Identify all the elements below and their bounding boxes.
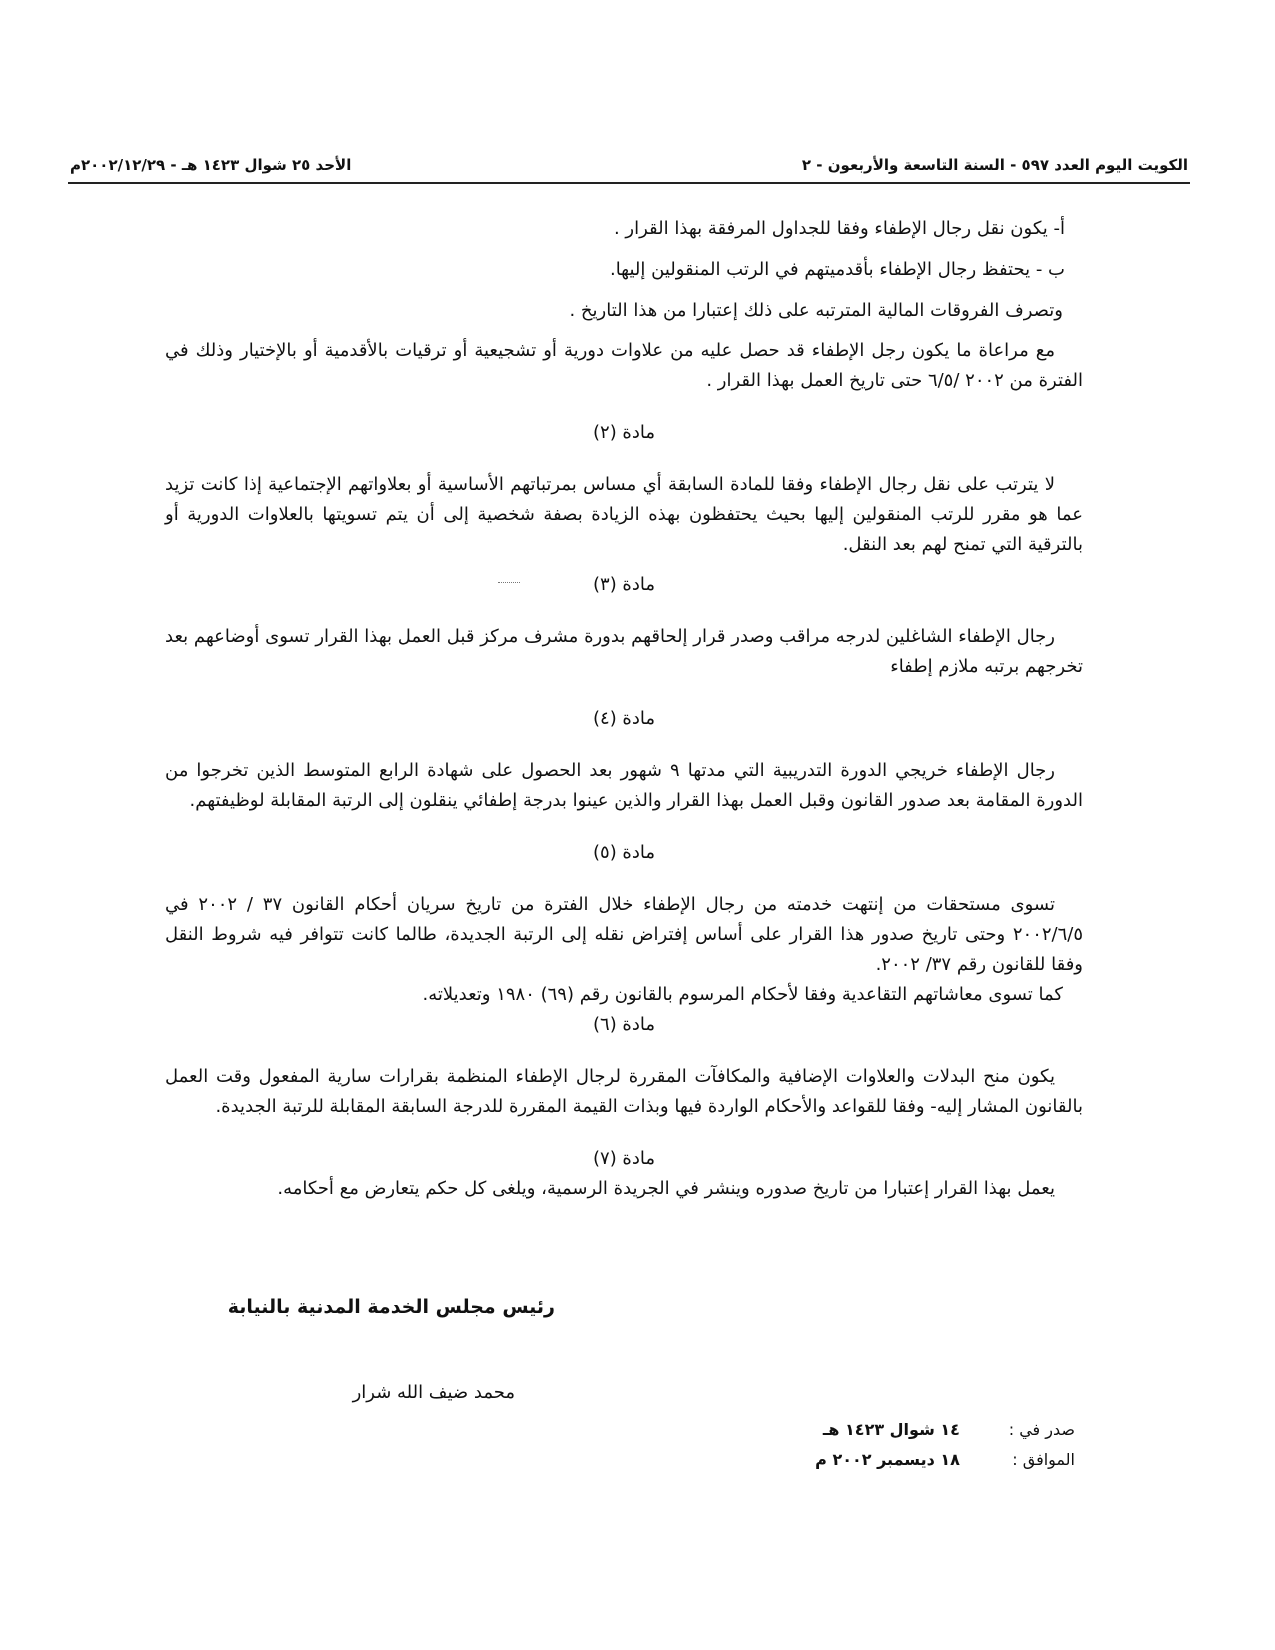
issue-date-row: [785, 1415, 1075, 1445]
article-5-title: مادة (٥): [592, 842, 656, 863]
article-3-title: مادة (٣): [592, 574, 656, 595]
article-2-title: مادة (٢): [592, 422, 656, 443]
clause-b: ب - يحتفظ رجال الإطفاء بأقدميتهم في الرتب المنقولين إليها.: [609, 259, 1065, 280]
signer-name: محمد ضيف الله شرار: [352, 1382, 515, 1403]
page-header: [70, 152, 1188, 180]
intro-line: وتصرف الفروقات المالية المترتبه على ذلك إعتبارا من هذا التاريخ .: [569, 300, 1063, 321]
header-divider: [68, 182, 1190, 184]
decree-body: [165, 214, 1083, 1204]
article-4-title: مادة (٤): [592, 708, 656, 729]
issue-date-label: صدر في :: [1008, 1420, 1075, 1439]
article-3-body: رجال الإطفاء الشاغلين لدرجه مراقب وصدر قرار إلحاقهم بدورة مشرف مركز قبل العمل بهذا القرار تسوى أوضاعهم بعد تخرجهم برتبه ملازم إطفاء: [165, 626, 1083, 677]
header-publication: الكويت اليوم العدد ٥٩٧ - السنة التاسعة والأربعون - ٢: [801, 156, 1188, 174]
article-2-body: لا يترتب على نقل رجال الإطفاء وفقا للمادة السابقة أي مساس بمرتباتهم الأساسية أو بعلاواتهم الإجتماعية إذا كانت تزيد عما هو مقرر للرتب المنقولين إليها بحيث يحتفظون بهذه الزيادة بصفة شخصية إلى أن يتم تسويتها بالعلاوات الدورية أو بالترقية التي تمنح لهم بعد النقل.: [165, 474, 1083, 555]
article-5-extra: كما تسوى معاشاتهم التقاعدية وفقا لأحكام المرسوم بالقانون رقم (٦٩) ١٩٨٠ وتعديلاته.: [422, 984, 1063, 1005]
article-7-title: مادة (٧): [592, 1148, 656, 1169]
issue-date-value: ١٤ شوال ١٤٢٣ هـ: [822, 1420, 960, 1439]
article-4-body: رجال الإطفاء خريجي الدورة التدريبية التي مدتها ٩ شهور بعد الحصول على شهادة الرابع المتوسط الذين تخرجوا من الدورة المقامة بعد صدور القانون وقبل العمل بهذا القرار والذين عينوا بدرجة إطفائي ينقلون إلى الرتبة المقابلة لوظيفتهم.: [165, 760, 1083, 811]
scan-dot-mark: [498, 582, 520, 583]
issue-info: [785, 1415, 1075, 1475]
article-6-body: يكون منح البدلات والعلاوات الإضافية والمكافآت المقررة لرجال الإطفاء المنظمة بقرارات سارية المفعول وقت العمل بالقانون المشار إليه- وفقا للقواعد والأحكام الواردة فيها وبذات القيمة المقررة للدرجة السابقة المقابلة للرتبة الجديدة.: [165, 1066, 1083, 1117]
header-date: الأحد ٢٥ شوال ١٤٢٣ هـ - ٢٠٠٢/١٢/٢٩م: [70, 156, 352, 174]
article-7-body: يعمل بهذا القرار إعتبارا من تاريخ صدوره وينشر في الجريدة الرسمية، ويلغى كل حكم يتعارض مع أحكامه.: [277, 1178, 1055, 1199]
gregorian-date-row: [785, 1445, 1075, 1475]
intro-paragraph: مع مراعاة ما يكون رجل الإطفاء قد حصل عليه من علاوات دورية أو تشجيعية أو ترقيات بالأقدمية أو بالإختيار وذلك في الفترة من ٢٠٠٢ /٦/٥ حتى تاريخ العمل بهذا القرار .: [165, 340, 1083, 391]
gregorian-date-value: ١٨ ديسمبر ٢٠٠٢ م: [815, 1450, 960, 1469]
signer-title: رئيس مجلس الخدمة المدنية بالنيابة: [227, 1296, 555, 1318]
article-5-body: تسوى مستحقات من إنتهت خدمته من رجال الإطفاء خلال الفترة من تاريخ سريان أحكام القانون ٣٧ / ٢٠٠٢ في ٢٠٠٢/٦/٥ وحتى تاريخ صدور هذا القرار على أساس إفتراض نقله إلى الرتبة الجديدة، طالما كانت تتوافر فيه شروط النقل وفقا للقانون رقم ٣٧/ ٢٠٠٢.: [165, 894, 1083, 975]
article-6-title: مادة (٦): [592, 1014, 656, 1035]
clause-a: أ- يكون نقل رجال الإطفاء وفقا للجداول المرفقة بهذا القرار .: [613, 218, 1065, 239]
gregorian-date-label: الموافق :: [1012, 1450, 1075, 1469]
